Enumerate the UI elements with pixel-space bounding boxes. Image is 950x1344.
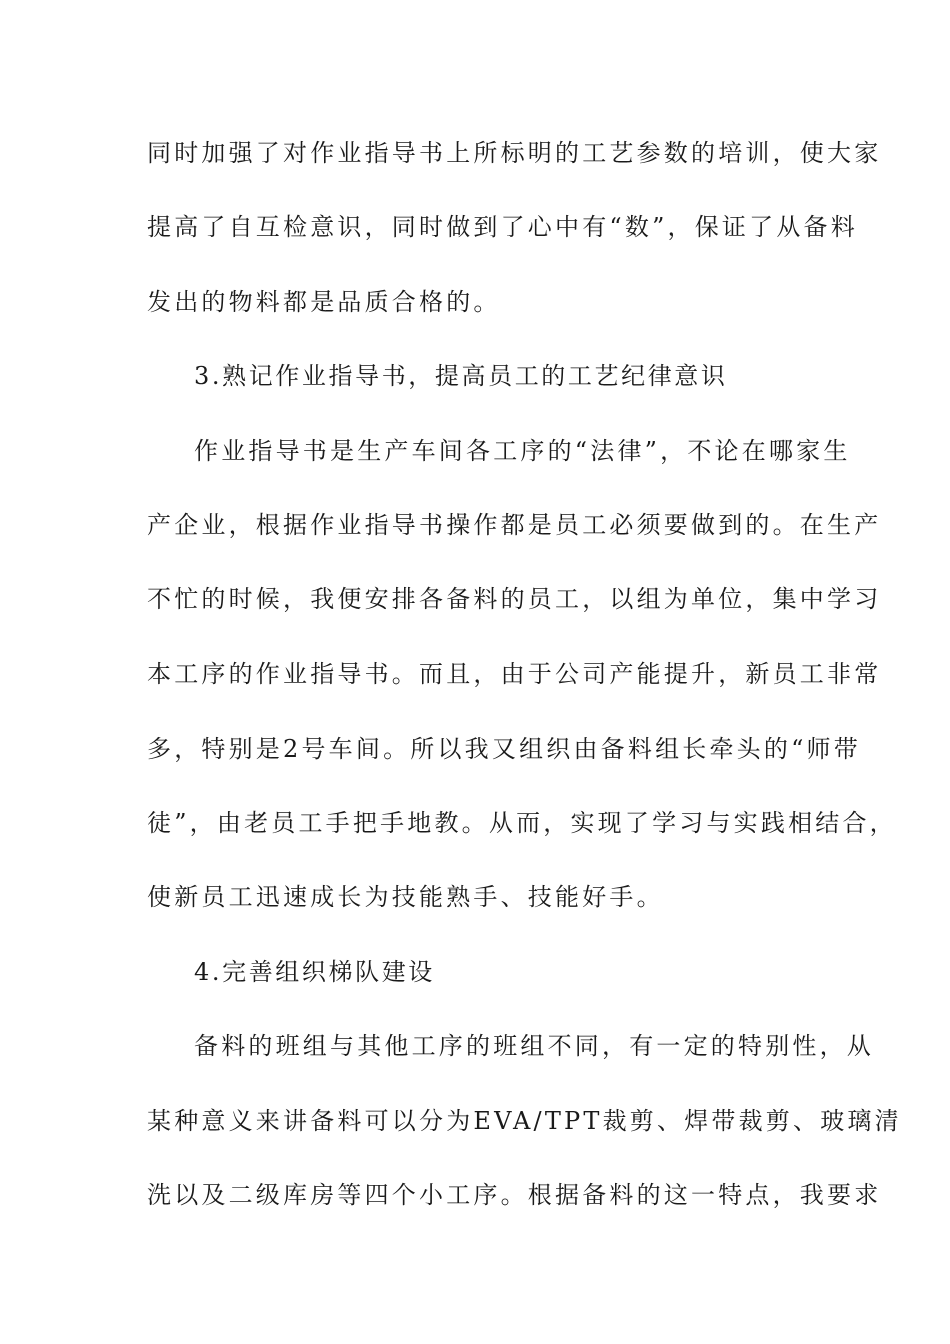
paragraph-line: 发出的物料都是品质合格的。 — [147, 288, 501, 316]
section-heading: 4.完善组织梯队建设 — [194, 958, 435, 986]
section-heading: 3.熟记作业指导书，提高员工的工艺纪律意识 — [194, 362, 728, 390]
paragraph-line: 徒”，由老员工手把手地教。从而，实现了学习与实践相结合， — [147, 809, 897, 837]
paragraph-line: 洗以及二级库房等四个小工序。根据备料的这一特点，我要求 — [147, 1181, 882, 1209]
paragraph-line: 使新员工迅速成长为技能熟手、技能好手。 — [147, 883, 664, 911]
paragraph-line: 同时加强了对作业指导书上所标明的工艺参数的培训，使大家 — [147, 139, 882, 167]
paragraph-line: 产企业，根据作业指导书操作都是员工必须要做到的。在生产 — [147, 511, 882, 539]
paragraph-line: 某种意义来讲备料可以分为EVA/TPT裁剪、焊带裁剪、玻璃清 — [147, 1107, 902, 1135]
paragraph-line: 提高了自互检意识，同时做到了心中有“数”，保证了从备料 — [147, 213, 858, 241]
paragraph-line: 备料的班组与其他工序的班组不同，有一定的特别性，从 — [194, 1032, 874, 1060]
paragraph-line: 多，特别是2号车间。所以我又组织由备料组长牵头的“师带 — [147, 735, 861, 763]
paragraph-line: 作业指导书是生产车间各工序的“法律”，不论在哪家生 — [194, 437, 851, 465]
paragraph-line: 本工序的作业指导书。而且，由于公司产能提升，新员工非常 — [147, 660, 882, 688]
paragraph-line: 不忙的时候，我便安排各备料的员工，以组为单位，集中学习 — [147, 585, 882, 613]
